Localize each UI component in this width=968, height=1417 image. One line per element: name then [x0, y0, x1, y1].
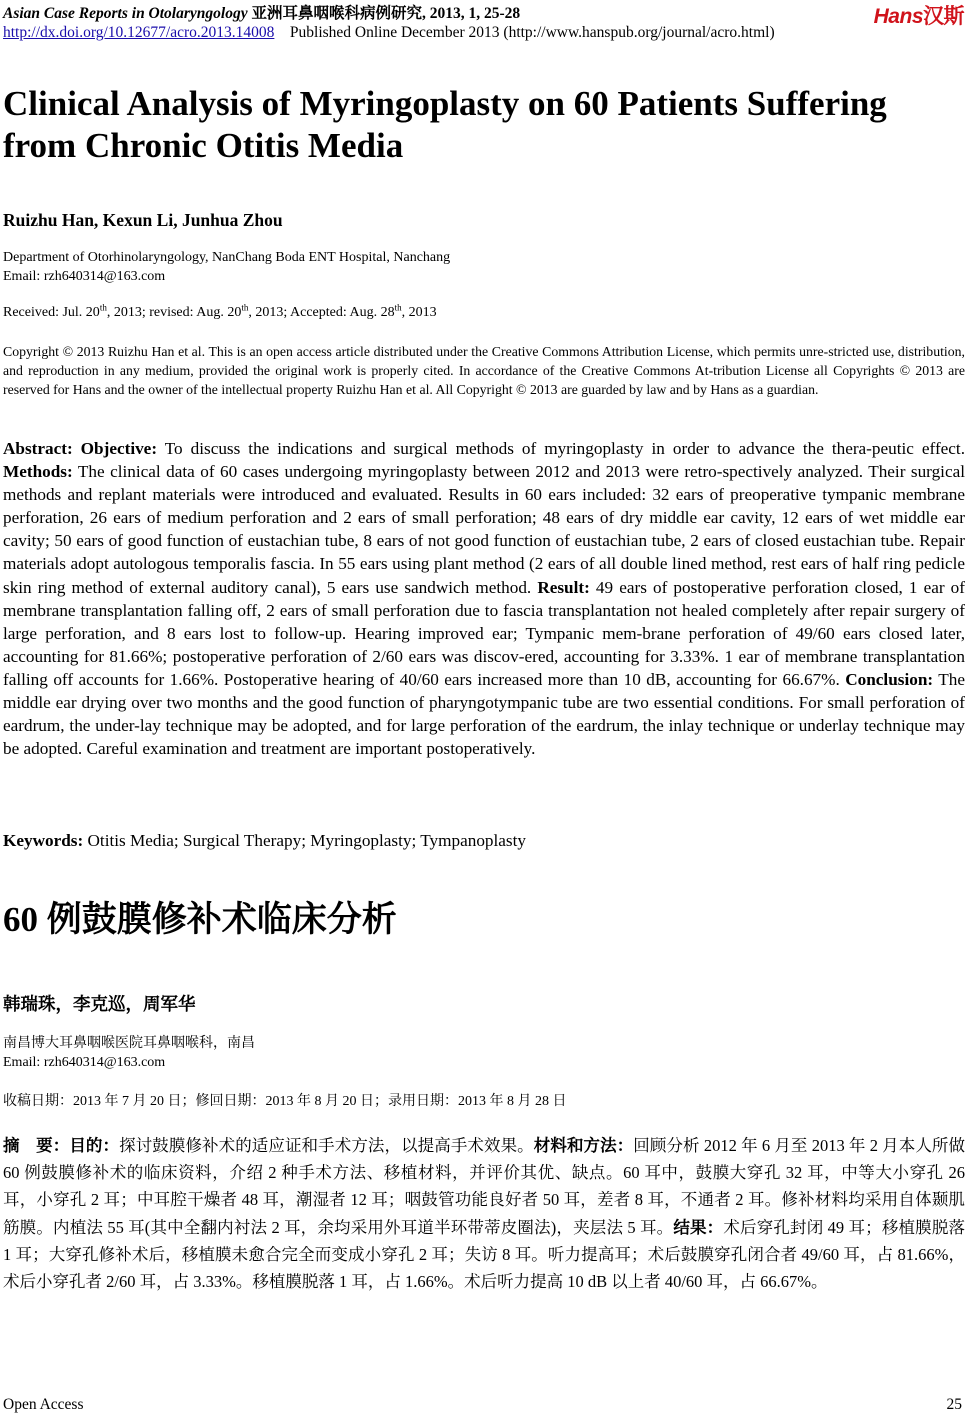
date-year: , 2013: [401, 305, 437, 320]
logo-text-en: Hans: [873, 5, 923, 28]
keywords: [3, 829, 965, 852]
hans-logo: [874, 0, 964, 30]
journal-name-cn: 亚洲耳鼻咽喉科病例研究: [251, 5, 422, 22]
accepted-date: , 2013; Accepted: Aug. 28: [248, 305, 395, 320]
result-cn-label: 结果：: [673, 1217, 724, 1237]
abstract-result: 49 ears of postoperative perforation closed, 1 ear of membrane transplantation falling off, 2 ears of small perforation due to fascia transplantation not healed completely after repair surgery of large perforation, and 8 ears lost to follow-up. Hearing improved ear; Tympanic mem-brane perforation of 49/60 ears closed later, accounting for 81.66%; postoperative perforation of 2/60 ears was discov-ered, accounting for 3.33%. 1 ear of membrane transplantation falling off accounts for 1.66%. Postoperative hearing of 40/60 ears increased more than 10 dB, accounting for 66.67%.: [3, 577, 965, 689]
doi-line: [3, 24, 775, 42]
email-cn: Email: rzh640314@163.com: [3, 1055, 166, 1070]
page-number: 25: [946, 1396, 962, 1413]
result-label: Result:: [537, 577, 590, 597]
journal-citation: , 2013, 1, 25-28: [421, 5, 521, 22]
abstract-cn-result: 术后穿孔封闭 49 耳；移植膜脱落 1 耳；大穿孔修补术后，移植膜未愈合完全而变成小穿孔 2 耳；失访 8 耳。听力提高耳；术后鼓膜穿孔闭合者 49/60 耳，占 81.66%，术后小穿孔者 2/60 耳，占 3.33%。移植膜脱落 1 耳，占 1.66%。术后听力提高 10 dB 以上者 40/60 耳，占 66.67%。: [3, 1217, 966, 1292]
abstract-methods: The clinical data of 60 cases undergoing myringoplasty between 2012 and 2013 were retro-spectively analyzed. Their surgical methods and replant materials were introduced and evaluated. Results in 60 ears included: 32 ears of preoperative tympanic membrane perforation, 26 ears of medium perforation and 2 ears of small perforation; 48 ears of dry middle ear cavity, 12 ears of wet middle ear cavity; 50 ears of good function of eustachian tube, 8 ears of not good function of eustachian tube, 2 ears of closed eustachian tube. Repair materials adopt autologous temporalis fascia. In 55 ears using plant method (2 ears of all double lined method, rest ears of half ring pedicle skin ring method of external auditory canal), 5 ears use sandwich method.: [3, 462, 965, 597]
affiliation-cn-block: [3, 1034, 255, 1072]
copyright-notice: Copyright © 2013 Ruizhu Han et al. This is an open access article distributed under the Creative Commons Attribution License, which permits unre-stricted use, distribution, and reproduction in any medium, provided the original work is properly cited. In accordance of the Creative Commons At-tribution License all Copyrights © 2013 are reserved for Hans and the owner of the intellectual property Ruizhu Han et al. All Copyright © 2013 are guarded by law and by Hans as a guardian.: [3, 344, 965, 397]
abstract-cn-methods: 回顾分析 2012 年 6 月至 2013 年 2 月本人所做 60 例鼓膜修补术的临床资料，介绍 2 种手术方法、移植材料，并评价其优、缺点。60 耳中，鼓膜大穿孔 32 耳，中等大小穿孔 26 耳，小穿孔 2 耳；中耳腔干燥者 48 耳，潮湿者 12 耳；咽鼓管功能良好者 50 耳，差者 8 耳，不通者 2 耳。修补材料均采用自体颞肌筋膜。内植法 55 耳(其中全翻内衬法 2 耳，余均采用外耳道半环带蒂皮圈法)，夹层法 5 耳。: [3, 1136, 966, 1237]
doi-link[interactable]: http://dx.doi.org/10.12677/acro.2013.14008: [3, 24, 275, 41]
dates-cn: 收稿日期：2013 年 7 月 20 日；修回日期：2013 年 8 月 20 日；录用日期：2013 年 8 月 28 日: [3, 1094, 567, 1109]
logo-text-cn: 汉斯: [923, 5, 964, 28]
affiliation-en: Department of Otorhinolaryngology, NanChang Boda ENT Hospital, Nanchang: [3, 250, 451, 265]
revised-date: , 2013; revised: Aug. 20: [106, 305, 242, 320]
date-sup: th: [99, 302, 107, 313]
methods-label: Methods:: [3, 462, 73, 482]
abstract-label: Abstract: Objective:: [3, 439, 158, 458]
dates-en: [3, 303, 437, 322]
published-note: Published Online December 2013 (http://www.hanspub.org/journal/acro.html): [289, 24, 775, 41]
abstract-cn-objective: 探讨鼓膜修补术的适应证和手术方法，以提高手术效果。: [119, 1136, 534, 1155]
affiliation-cn: 南昌博大耳鼻咽喉医院耳鼻咽喉科，南昌: [3, 1036, 255, 1051]
keywords-label: Keywords:: [3, 831, 84, 850]
date-sup: th: [241, 302, 249, 313]
journal-header: [3, 1, 520, 23]
abstract-objective: To discuss the indications and surgical methods of myringoplasty in order to advance the thera-peutic effect.: [157, 439, 965, 458]
article-title-cn: 60 例鼓膜修补术临床分析: [3, 900, 397, 939]
footer-open-access: Open Access: [3, 1396, 84, 1413]
abstract-conclusion: The middle ear drying over two months and the good function of pharyngotympanic tube are two essential conditions. For small perforation of eardrum, the under-lay technique may be adopted, and for large perforation of the eardrum, the inlay technique or underlay technique may be adopted. Careful examination and treatment are important postoperatively.: [3, 669, 965, 759]
abstract-en: [3, 437, 965, 760]
article-title-en: Clinical Analysis of Myringoplasty on 60 Patients Suffering from Chronic Otitis Media: [3, 84, 887, 165]
received-date: Received: Jul. 20: [3, 305, 100, 320]
methods-cn-label: 材料和方法：: [533, 1136, 634, 1155]
abstract-cn-label: 摘 要：目的：: [3, 1136, 120, 1155]
journal-name: Asian Case Reports in Otolaryngology: [3, 5, 248, 22]
authors-en: Ruizhu Han, Kexun Li, Junhua Zhou: [3, 210, 283, 230]
email-en: Email: rzh640314@163.com: [3, 269, 166, 284]
authors-cn: 韩瑞珠，李克巡，周军华: [3, 995, 196, 1015]
affiliation-en-block: [3, 248, 450, 286]
keywords-text: Otitis Media; Surgical Therapy; Myringoplasty; Tympanoplasty: [83, 831, 526, 850]
conclusion-label: Conclusion:: [845, 669, 934, 689]
date-sup: th: [394, 302, 402, 313]
abstract-cn: [3, 1132, 965, 1295]
